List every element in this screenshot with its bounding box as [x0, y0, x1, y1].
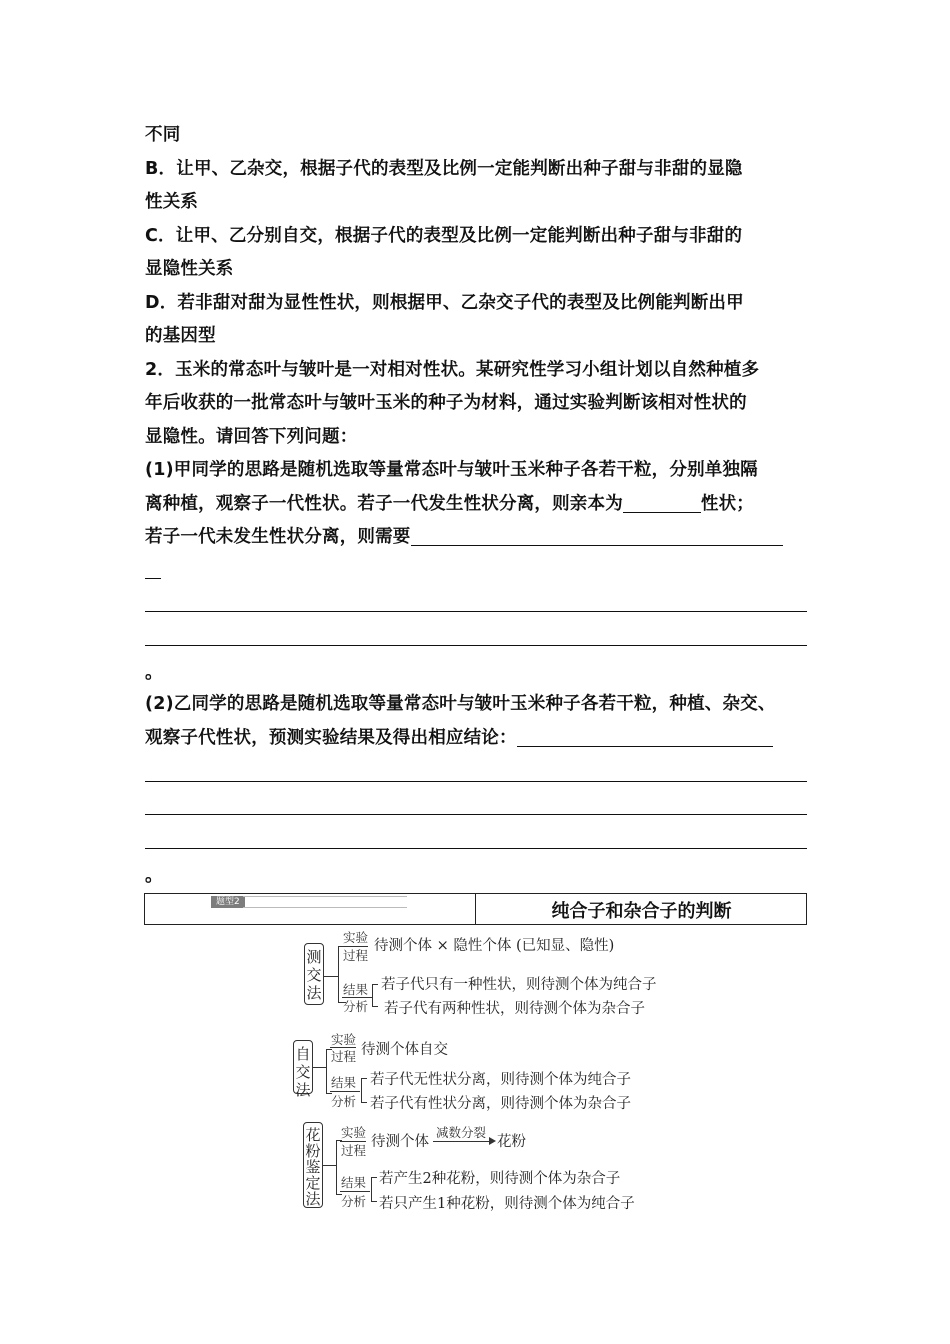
- method-name-box: 花 粉 鉴 定 法: [303, 1122, 323, 1208]
- process-text: 花粉: [497, 1134, 526, 1150]
- end-mark: 。: [145, 662, 163, 683]
- process-text: 待测个体自交: [361, 1042, 448, 1058]
- bracket: [371, 1177, 377, 1178]
- bracket: [371, 1201, 377, 1202]
- answer-blank-3[interactable]: [517, 726, 773, 747]
- text-fragment: 若子一代未发生性状分离，则需要: [145, 527, 411, 547]
- section-title: 纯合子和杂合子的判断: [551, 901, 732, 922]
- label-process: 过程: [331, 1049, 357, 1064]
- text-fragment: 观察子代性状，预测实验结果及得出相应结论：: [145, 727, 517, 748]
- process-text: 待测个体 × 隐性个体 (已知显、隐性): [374, 938, 615, 954]
- label-rule: [342, 946, 368, 947]
- answer-line[interactable]: [145, 814, 807, 815]
- connector: [336, 1140, 337, 1194]
- option-c: C．让甲、乙分别自交，根据子代的表型及比例一定能判断出种子甜与非甜的: [145, 225, 743, 246]
- answer-blank-1[interactable]: [623, 492, 701, 513]
- arrow-label: 减数分裂: [436, 1125, 487, 1140]
- answer-line[interactable]: [145, 781, 807, 782]
- text-line: 性关系: [145, 192, 199, 212]
- question-text: [145, 119, 810, 555]
- answer-blank-2[interactable]: [411, 525, 783, 546]
- tag-rule: [243, 896, 407, 908]
- arrow-head-icon: [489, 1137, 496, 1145]
- question-2-stem: 2．玉米的常态叶与皱叶是一对相对性状。某研究性学习小组计划以自然种植多: [145, 359, 760, 380]
- label-rule: [342, 997, 372, 998]
- label-rule: [340, 1141, 366, 1142]
- connector: [324, 976, 338, 977]
- section-tag: 题型2: [211, 896, 245, 908]
- answer-blank-2-tail[interactable]: [145, 578, 161, 579]
- label-result: 结果: [331, 1075, 357, 1090]
- label-experiment: 实验: [343, 930, 369, 945]
- label-experiment: 实验: [341, 1125, 367, 1140]
- bracket: [372, 984, 373, 1006]
- option-d: D．若非甜对甜为显性性状，则根据甲、乙杂交子代的表型及比例能判断出甲: [145, 292, 744, 313]
- label-analysis: 分析: [331, 1094, 357, 1109]
- connector: [323, 1165, 336, 1166]
- result-text: 若子代有两种性状，则待测个体为杂合子: [384, 1001, 645, 1017]
- connector: [326, 1049, 327, 1093]
- label-rule: [330, 1047, 356, 1048]
- arrow-shaft: [433, 1141, 491, 1142]
- text-fragment: 离种植，观察子一代性状。若子一代发生性状分离，则亲本为: [145, 493, 623, 514]
- bracket: [361, 1078, 362, 1102]
- text-line: 年后收获的一批常态叶与皱叶玉米的种子为材料，通过实验判断该相对性状的: [145, 393, 747, 413]
- text-line: 显隐性关系: [145, 259, 234, 279]
- text-line: 不同: [145, 125, 181, 145]
- method-name-box: 自 交 法: [293, 1040, 313, 1094]
- end-mark: 。: [145, 865, 163, 886]
- answer-line[interactable]: [145, 848, 807, 849]
- label-result: 结果: [341, 1175, 367, 1190]
- question-text-2: [145, 688, 810, 755]
- answer-line[interactable]: [145, 645, 807, 646]
- label-process: 过程: [343, 948, 369, 963]
- option-b: B．让甲、乙杂交，根据子代的表型及比例一定能判断出种子甜与非甜的显隐: [145, 158, 743, 179]
- label-analysis: 分析: [341, 1194, 367, 1209]
- label-rule: [330, 1091, 360, 1092]
- label-rule: [340, 1191, 370, 1192]
- connector: [313, 1067, 326, 1068]
- process-text: 待测个体: [371, 1134, 429, 1150]
- label-result: 结果: [343, 982, 369, 997]
- result-text: 若子代无性状分离，则待测个体为纯合子: [370, 1072, 631, 1088]
- bracket: [372, 1006, 378, 1007]
- sub-question-1: (1)甲同学的思路是随机选取等量常态叶与皱叶玉米种子各若干粒，分别单独隔: [145, 460, 758, 480]
- result-text: 若只产生1种花粉，则待测个体为纯合子: [379, 1196, 635, 1212]
- method-name-box: 测 交 法: [304, 943, 324, 1005]
- result-text: 若子代只有一种性状，则待测个体为纯合子: [381, 977, 657, 993]
- section-header: [144, 893, 807, 925]
- text-line: 显隐性。请回答下列问题：: [145, 426, 358, 447]
- sub-question-2: (2)乙同学的思路是随机选取等量常态叶与皱叶玉米种子各若干粒，种植、杂交、: [145, 694, 776, 714]
- bracket: [371, 1177, 372, 1201]
- text-line: 的基因型: [145, 326, 216, 346]
- label-experiment: 实验: [331, 1032, 357, 1047]
- result-text: 若产生2种花粉，则待测个体为杂合子: [379, 1171, 621, 1187]
- text-line: [145, 722, 810, 756]
- label-process: 过程: [341, 1143, 367, 1158]
- label-analysis: 分析: [343, 999, 369, 1014]
- bracket: [361, 1102, 367, 1103]
- connector: [338, 946, 339, 1002]
- result-text: 若子代有性状分离，则待测个体为杂合子: [370, 1096, 631, 1112]
- bracket: [361, 1078, 367, 1079]
- text-fragment: 性状；: [700, 493, 755, 514]
- answer-line[interactable]: [145, 611, 807, 612]
- text-line: [145, 488, 810, 522]
- text-line: [145, 521, 810, 555]
- bracket: [372, 984, 378, 985]
